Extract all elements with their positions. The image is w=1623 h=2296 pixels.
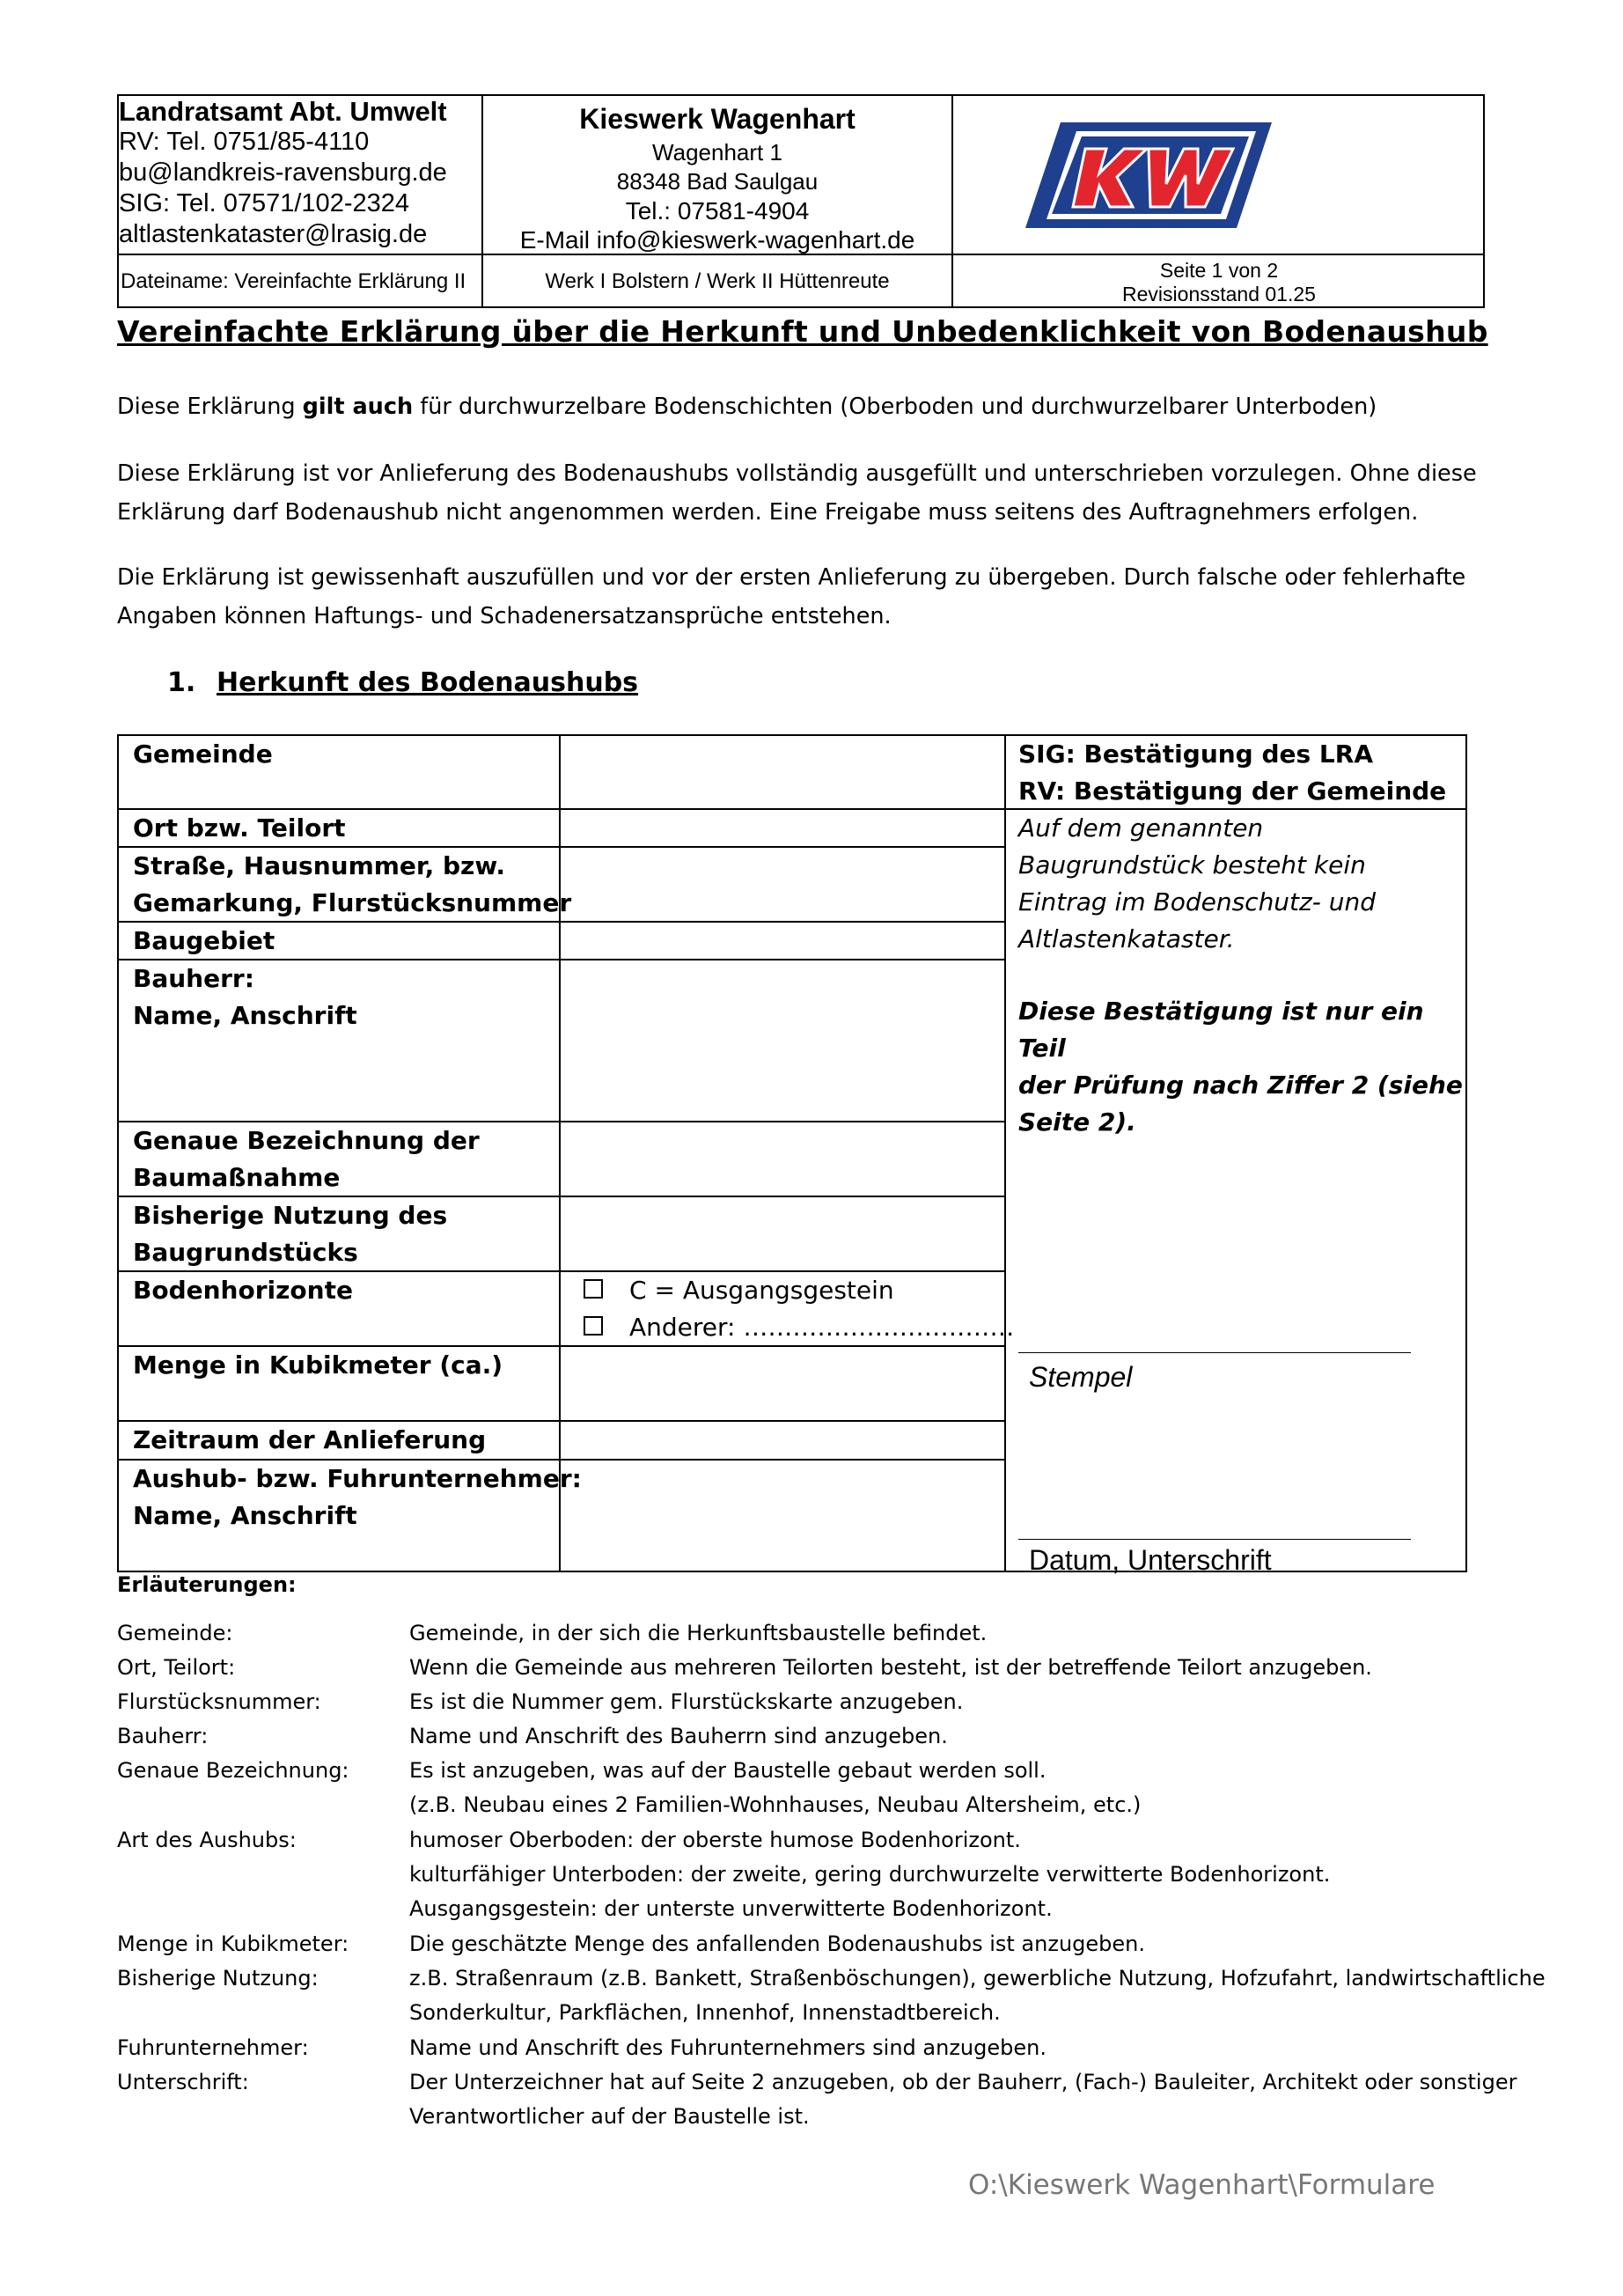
confirmation-line: Auf dem genannten	[1018, 813, 1264, 843]
explanation-key: Genaue Bezeichnung:	[117, 1758, 349, 1783]
intro-line: Angaben können Haftungs- und Schadenersatzansprüche entstehen.	[117, 603, 892, 629]
explanation-value: Name und Anschrift des Fuhrunternehmers sind anzugeben.	[409, 2035, 1047, 2060]
company-phone: Tel.: 07581-4904	[625, 197, 810, 224]
explanation-value: Ausgangsgestein: der unterste unverwitterte Bodenhorizont.	[409, 1896, 1053, 1921]
signature-line	[1018, 1539, 1411, 1540]
signature-label: Datum, Unterschrift	[1029, 1544, 1272, 1576]
label-nutzung	[133, 1197, 447, 1271]
explanation-key: Unterschrift:	[117, 2070, 249, 2094]
authority-contact	[119, 96, 481, 250]
intro-text: für durchwurzelbare Bodenschichten (Oberboden und durchwurzelbarer Unterboden)	[413, 394, 1377, 420]
confirmation-line: Eintrag im Bodenschutz- und	[1018, 887, 1376, 916]
label-line: Straße, Hausnummer, bzw.	[133, 851, 506, 880]
label-zeitraum: Zeitraum der Anlieferung	[133, 1425, 487, 1454]
section-title: Herkunft des Bodenaushubs	[217, 667, 639, 698]
section-heading	[167, 664, 638, 703]
strasse-field[interactable]	[561, 848, 1004, 921]
confirmation-note-line: Diese Bestätigung ist nur ein Teil	[1018, 997, 1424, 1063]
stamp-label: Stempel	[1029, 1361, 1133, 1393]
explanation-key: Menge in Kubikmeter:	[117, 1932, 349, 1956]
company-contact	[483, 96, 951, 254]
label-line: Gemarkung, Flurstücksnummer	[133, 888, 572, 917]
page-number: Seite 1 von 2	[1159, 259, 1279, 282]
explanation-key: Ort, Teilort:	[117, 1655, 236, 1680]
nutzung-field[interactable]	[561, 1197, 1004, 1270]
explanation-value: Wenn die Gemeinde aus mehreren Teilorten besteht, ist der betreffende Teilort anzugeben.	[409, 1655, 1372, 1680]
company-logo	[1025, 122, 1272, 228]
intro-line: Erklärung darf Bodenaushub nicht angenommen werden. Eine Freigabe muss seitens des Auftragnehmers erfolgen.	[117, 499, 1419, 526]
explanations-heading: Erläuterungen:	[117, 1572, 297, 1597]
label-line: Name, Anschrift	[133, 1501, 357, 1530]
section-number: 1.	[167, 667, 196, 698]
confirmation-heading-line: RV: Bestätigung der Gemeinde	[1018, 776, 1447, 806]
aushub-field[interactable]	[561, 1461, 1004, 1571]
explanation-value: kulturfähiger Unterboden: der zweite, gering durchwurzelte verwitterte Bodenhorizont.	[409, 1862, 1331, 1887]
confirmation-heading-line: SIG: Bestätigung des LRA	[1018, 740, 1373, 769]
label-line: Name, Anschrift	[133, 1001, 357, 1030]
stamp-line	[1018, 1352, 1411, 1353]
explanation-value: humoser Oberboden: der oberste humose Bodenhorizont.	[409, 1828, 1021, 1852]
menge-field[interactable]	[561, 1347, 1004, 1420]
company-email: E-Mail info@kieswerk-wagenhart.de	[519, 226, 915, 254]
explanation-value: Es ist die Nummer gem. Flurstückskarte anzugeben.	[409, 1689, 964, 1714]
gemeinde-field[interactable]	[561, 736, 1004, 808]
document-title: Vereinfachte Erklärung über die Herkunft und Unbedenklichkeit von Bodenaushub	[117, 314, 1488, 349]
explanation-value: Gemeinde, in der sich die Herkunftsbaustelle befindet.	[409, 1621, 988, 1645]
authority-sig-email: altlastenkataster@lrasig.de	[119, 220, 428, 248]
label-baugebiet: Baugebiet	[133, 926, 275, 955]
page-info	[953, 255, 1485, 308]
label-bezeichnung	[133, 1122, 480, 1196]
label-line: Baugrundstücks	[133, 1238, 358, 1267]
confirmation-note-line: der Prüfung nach Ziffer 2 (siehe	[1018, 1071, 1463, 1100]
label-line: Bisherige Nutzung des	[133, 1201, 448, 1230]
label-bodenhorizonte: Bodenhorizonte	[133, 1276, 353, 1305]
intro-paragraph-3	[117, 558, 1490, 636]
ort-field[interactable]	[561, 810, 1004, 846]
label-aushub	[133, 1461, 582, 1534]
intro-paragraph-1	[117, 387, 1490, 426]
label-strasse	[133, 848, 571, 922]
option-ausgangsgestein[interactable]	[584, 1272, 894, 1309]
explanation-key: Gemeinde:	[117, 1621, 233, 1645]
confirmation-note	[1018, 993, 1465, 1141]
works-locations: Werk I Bolstern / Werk II Hüttenreute	[545, 269, 890, 293]
revision: Revisionsstand 01.25	[1122, 283, 1316, 305]
file-path-footer: O:\Kieswerk Wagenhart\Formulare	[968, 2169, 1436, 2201]
label-line: Baumaßnahme	[133, 1163, 341, 1192]
explanation-key: Flurstücksnummer:	[117, 1689, 321, 1714]
baugebiet-field[interactable]	[561, 923, 1004, 959]
label-menge: Menge in Kubikmeter (ca.)	[133, 1350, 503, 1380]
explanation-key: Bauherr:	[117, 1724, 209, 1748]
intro-line: Die Erklärung ist gewissenhaft auszufüllen und vor der ersten Anlieferung zu übergeben. Durch falsche oder fehlerhafte	[117, 564, 1466, 591]
checkbox[interactable]	[584, 1316, 603, 1336]
intro-line: Diese Erklärung ist vor Anlieferung des Bodenaushubs vollständig ausgefüllt und unterschrieben vorzulegen. Ohne diese	[117, 460, 1477, 487]
option-anderer[interactable]	[584, 1309, 1014, 1346]
explanation-value: Die geschätzte Menge des anfallenden Bodenaushubs ist anzugeben.	[409, 1932, 1145, 1956]
intro-emphasis: gilt auch	[302, 394, 414, 420]
intro-text: Diese Erklärung	[117, 394, 303, 420]
explanation-key: Bisherige Nutzung:	[117, 1966, 319, 1991]
label-bauherr	[133, 960, 357, 1034]
authority-sig-phone: SIG: Tel. 07571/102-2324	[119, 189, 409, 217]
bauherr-field[interactable]	[561, 960, 1004, 1121]
explanation-value: Verantwortlicher auf der Baustelle ist.	[409, 2104, 810, 2129]
explanation-value: (z.B. Neubau eines 2 Familien-Wohnhauses, Neubau Altersheim, etc.)	[409, 1792, 1142, 1817]
explanation-value: Name und Anschrift des Bauherrn sind anzugeben.	[409, 1724, 948, 1748]
explanation-value: Sonderkultur, Parkflächen, Innenhof, Innenstadtbereich.	[409, 2000, 1001, 2025]
filename: Dateiname: Vereinfachte Erklärung II	[121, 269, 466, 293]
confirmation-text	[1018, 810, 1376, 958]
company-name: Kieswerk Wagenhart	[579, 103, 856, 135]
origin-form	[117, 734, 1467, 1576]
label-line: Bauherr:	[133, 964, 254, 993]
label-line: Aushub- bzw. Fuhrunternehmer:	[133, 1464, 582, 1493]
table-divider	[1004, 736, 1006, 1571]
explanation-value: Es ist anzugeben, was auf der Baustelle gebaut werden soll.	[409, 1758, 1047, 1783]
explanation-value: Der Unterzeichner hat auf Seite 2 anzugeben, ob der Bauherr, (Fach-) Bauleiter, Architekt oder sonstiger	[409, 2070, 1517, 2094]
checkbox[interactable]	[584, 1279, 603, 1299]
intro-paragraph-2	[117, 454, 1490, 532]
zeitraum-field[interactable]	[561, 1422, 1004, 1459]
option-label: Anderer: ……………………………	[629, 1313, 1015, 1342]
explanation-key: Art des Aushubs:	[117, 1828, 297, 1852]
option-label: C = Ausgangsgestein	[629, 1276, 894, 1305]
label-gemeinde: Gemeinde	[133, 740, 273, 769]
explanation-value: z.B. Straßenraum (z.B. Bankett, Straßenböschungen), gewerbliche Nutzung, Hofzufahrt, landwirtschaftliche	[409, 1966, 1546, 1991]
company-street: Wagenhart 1	[652, 139, 782, 166]
authority-name: Landratsamt Abt. Umwelt	[119, 96, 447, 127]
confirmation-line: Baugrundstück besteht kein	[1018, 850, 1366, 879]
authority-rv-phone: RV: Tel. 0751/85-4110	[119, 128, 370, 156]
company-city: 88348 Bad Saulgau	[616, 168, 819, 195]
label-ort: Ort bzw. Teilort	[133, 813, 346, 843]
explanation-key: Fuhrunternehmer:	[117, 2035, 309, 2060]
authority-rv-email: bu@landkreis-ravensburg.de	[119, 158, 447, 187]
confirmation-note-line: Seite 2).	[1018, 1108, 1136, 1137]
confirmation-line: Altlastenkataster.	[1018, 924, 1235, 953]
bezeichnung-field[interactable]	[561, 1122, 1004, 1196]
confirmation-heading	[1018, 736, 1446, 810]
label-line: Genaue Bezeichnung der	[133, 1126, 480, 1155]
document-header	[117, 94, 1485, 308]
